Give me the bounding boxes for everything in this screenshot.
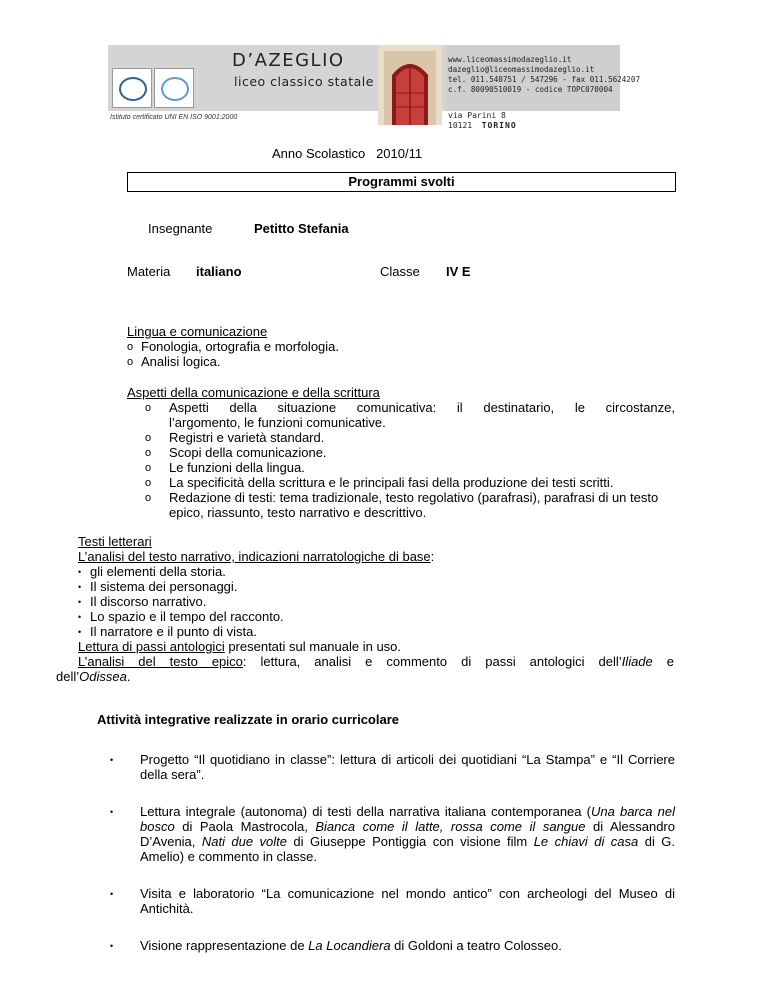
lingua-heading: Lingua e comunicazione <box>127 324 268 339</box>
aspetti-heading: Aspetti della comunicazione e della scrittura <box>127 385 380 400</box>
school-city-line <box>448 121 517 130</box>
city: TORINO <box>481 121 517 130</box>
circle-bullet-icon: o <box>145 492 152 504</box>
list-item: o Redazione di testi: tema tradizionale, testo regolativo (parafrasi), parafrasi di un testo epico, riassunto, testo narrativo e descrittivo. <box>145 490 659 520</box>
postcode: 10121 <box>448 121 473 130</box>
epico-line: L’analisi del testo epico: lettura, analisi e commento di passi antologici dell’Iliade e <box>78 654 675 669</box>
program-title-box <box>127 172 676 192</box>
narrative-heading: L’analisi del testo narrativo, indicazioni narratologiche di base <box>78 549 431 564</box>
list-item: • Il discorso narrativo. <box>78 594 207 609</box>
certification-logo-icon <box>112 68 152 108</box>
door-logo-icon <box>378 45 442 125</box>
list-item: • Il narratore e il punto di vista. <box>78 624 257 639</box>
aspetti-item-0-line2: l’argomento, le funzioni comunicative. <box>169 415 386 430</box>
list-item: o Scopi della comunicazione. <box>145 445 327 460</box>
school-subtitle: liceo classico statale <box>234 74 374 89</box>
bullet-icon: • <box>78 627 82 637</box>
school-year <box>272 146 422 161</box>
narrative-list <box>78 564 678 639</box>
teacher-label: Insegnante <box>148 221 213 236</box>
list-item: • Progetto “Il quotidiano in classe”: lettura di articoli dei quotidiani “La Stampa” e “Il Corriere della sera”. <box>110 752 675 782</box>
bullet-icon: • <box>110 889 114 899</box>
bullet-icon: • <box>110 941 114 951</box>
list-item: • Visione rappresentazione de La Locandiera di Goldoni a teatro Colosseo. <box>110 938 562 953</box>
epico-line-2: dell’Odissea. <box>56 669 131 684</box>
list-item: o La specificità della scrittura e le principali fasi della produzione dei testi scritti. <box>145 475 614 490</box>
program-title: Programmi svolti <box>348 174 455 189</box>
school-codes: c.f. 80090510019 - codice TOPC070004 <box>448 85 613 94</box>
school-street: via Parini 8 <box>448 111 506 120</box>
lingua-list <box>127 339 687 369</box>
bullet-icon: • <box>78 582 82 592</box>
odissea-title: Odissea <box>79 669 127 684</box>
list-item: o Analisi logica. <box>127 354 221 369</box>
class-value: IV E <box>446 264 471 279</box>
list-item: • Visita e laboratorio “La comunicazione nel mondo antico” con archeologi del Museo di Antichità. <box>110 886 675 916</box>
epico-link: L’analisi del testo epico <box>78 654 243 669</box>
school-website: www.liceomassimodazeglio.it <box>448 55 572 64</box>
lettura-line: Lettura di passi antologici presentati sul manuale in uso. <box>78 639 402 654</box>
bullet-icon: • <box>110 807 114 817</box>
year-label: Anno Scolastico <box>272 146 366 161</box>
list-item: o Le funzioni della lingua. <box>145 460 305 475</box>
list-item: • Lettura integrale (autonoma) di testi della narrativa italiana contemporanea (Una barca nel bosco di Paola Mastrocola, Bianca come il latte, rossa come il sangue di Alessandro D’Avenia, Nati due volte di Giuseppe Pontiggia con visione film Le chiavi di casa di G. Amelio) e commento in classe. <box>110 804 675 864</box>
circle-bullet-icon: o <box>145 402 152 414</box>
bullet-icon: • <box>78 597 82 607</box>
list-item <box>145 400 675 415</box>
list-item: o Registri e varietà standard. <box>145 430 325 445</box>
iliade-title: Iliade <box>621 654 653 669</box>
certification-note: Istituto certificato UNI EN ISO 9001:2000 <box>110 114 238 121</box>
testi-heading: Testi letterari <box>78 534 152 549</box>
bullet-icon: • <box>78 567 82 577</box>
attivita-list <box>110 752 675 953</box>
subject-value: italiano <box>196 264 242 279</box>
bullet-icon: • <box>110 755 114 765</box>
circle-bullet-icon: o <box>145 447 152 459</box>
list-item: • Lo spazio e il tempo del racconto. <box>78 609 284 624</box>
certification-logos <box>112 68 198 106</box>
iso-logo-icon <box>154 68 194 108</box>
lettura-link: Lettura di passi antologici <box>78 639 225 654</box>
school-phone: tel. 011.540751 / 547296 - fax 011.5624207 <box>448 75 641 84</box>
attivita-heading: Attività integrative realizzate in orario curricolare <box>97 712 399 727</box>
circle-bullet-icon: o <box>145 462 152 474</box>
bullet-icon: • <box>78 612 82 622</box>
class-label: Classe <box>380 264 420 279</box>
list-item: • Il sistema dei personaggi. <box>78 579 238 594</box>
list-item: o Fonologia, ortografia e morfologia. <box>127 339 340 354</box>
year-value: 2010/11 <box>376 146 423 161</box>
circle-bullet-icon: o <box>127 356 134 368</box>
school-email: dazeglio@liceomassimodazeglio.it <box>448 65 595 74</box>
list-item-continuation <box>145 415 675 430</box>
circle-bullet-icon: o <box>127 341 134 353</box>
circle-bullet-icon: o <box>145 477 152 489</box>
teacher-name: Petitto Stefania <box>254 221 349 236</box>
narrative-heading-line: L’analisi del testo narrativo, indicazioni narratologiche di base: <box>78 549 435 564</box>
list-item: • gli elementi della storia. <box>78 564 226 579</box>
school-name: D’AZEGLIO <box>232 50 345 71</box>
circle-bullet-icon: o <box>145 432 152 444</box>
aspetti-list <box>145 400 675 520</box>
subject-label: Materia <box>127 264 171 279</box>
aspetti-item-0-line1: Aspetti della situazione comunicativa: il destinatario, le circostanze, <box>169 400 675 415</box>
